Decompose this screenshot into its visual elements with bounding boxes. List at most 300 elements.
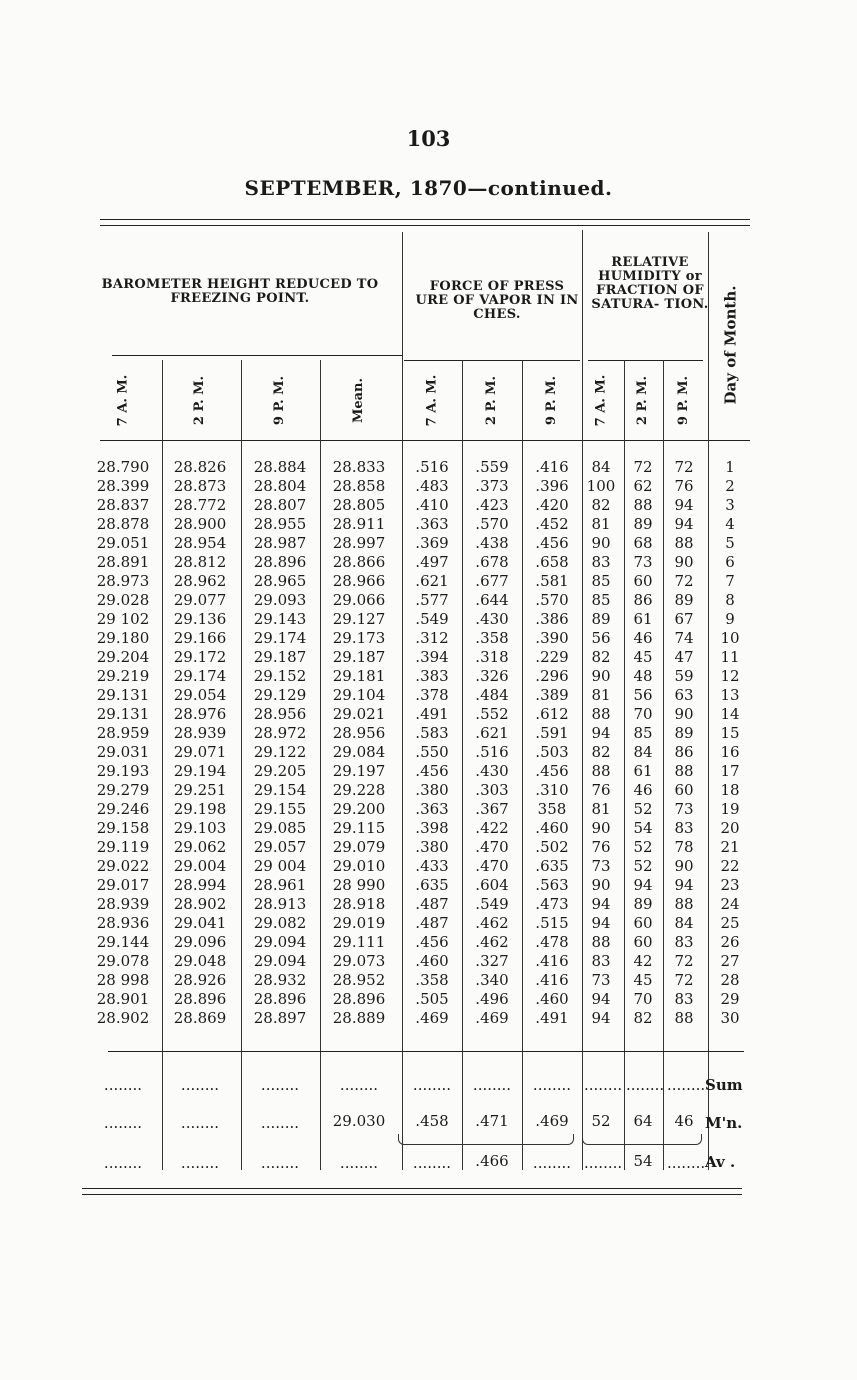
table-cell: 67 bbox=[674, 610, 694, 628]
table-cell: 28.972 bbox=[253, 724, 307, 742]
table-cell: 28.955 bbox=[253, 515, 307, 533]
table-cell: 61 bbox=[633, 610, 653, 628]
table-cell: 28.973 bbox=[96, 572, 150, 590]
table-cell: .430 bbox=[475, 610, 509, 628]
table-cell: 29.158 bbox=[96, 819, 150, 837]
table-cell: .416 bbox=[535, 952, 569, 970]
table-cell: 26 bbox=[720, 933, 740, 951]
table-cell: 86 bbox=[674, 743, 694, 761]
table-cell: 29.131 bbox=[96, 686, 150, 704]
table-cell: 70 bbox=[633, 705, 653, 723]
average-dots: ........ bbox=[667, 1154, 706, 1172]
table-cell: 74 bbox=[674, 629, 694, 647]
table-cell: 28.926 bbox=[173, 971, 227, 989]
column-header bbox=[580, 360, 622, 440]
table-cell: 28.790 bbox=[96, 458, 150, 476]
table-cell: 28.959 bbox=[96, 724, 150, 742]
table-cell: 85 bbox=[591, 572, 611, 590]
table-cell: 90 bbox=[674, 857, 694, 875]
day-of-month-header bbox=[708, 250, 752, 440]
table-cell: 29.073 bbox=[332, 952, 386, 970]
table-cell: 28.837 bbox=[96, 496, 150, 514]
table-cell: 29.004 bbox=[173, 857, 227, 875]
table-cell: 5 bbox=[725, 534, 735, 552]
table-cell: .380 bbox=[415, 838, 449, 856]
table-cell: 28.952 bbox=[332, 971, 386, 989]
column-header-label: 9 P. M. bbox=[272, 375, 288, 425]
column-header bbox=[84, 360, 162, 440]
table-cell: 84 bbox=[591, 458, 611, 476]
table-cell: 28.956 bbox=[253, 705, 307, 723]
average-dots: ........ bbox=[339, 1154, 379, 1172]
table-cell: 28.896 bbox=[253, 553, 307, 571]
table-cell: .430 bbox=[475, 762, 509, 780]
table-cell: .635 bbox=[535, 857, 569, 875]
table-cell: .478 bbox=[535, 933, 569, 951]
table-cell: 89 bbox=[591, 610, 611, 628]
table-cell: 29.051 bbox=[96, 534, 150, 552]
table-cell: 24 bbox=[720, 895, 740, 913]
table-cell: 86 bbox=[633, 591, 653, 609]
mean-value: 29.030 bbox=[332, 1112, 386, 1130]
column-header-label: 7 A. M. bbox=[593, 374, 609, 426]
table-cell: 28.994 bbox=[173, 876, 227, 894]
table-cell: .678 bbox=[475, 553, 509, 571]
table-cell: 29.129 bbox=[253, 686, 307, 704]
column-header bbox=[463, 360, 521, 440]
table-cell: .503 bbox=[535, 743, 569, 761]
table-cell: .483 bbox=[415, 477, 449, 495]
table-cell: 28.884 bbox=[253, 458, 307, 476]
table-cell: 90 bbox=[591, 667, 611, 685]
table-cell: 28.896 bbox=[332, 990, 386, 1008]
table-cell: .398 bbox=[415, 819, 449, 837]
table-cell: .312 bbox=[415, 629, 449, 647]
table-cell: 358 bbox=[537, 800, 567, 818]
table-cell: 94 bbox=[591, 895, 611, 913]
table-cell: 29.054 bbox=[173, 686, 227, 704]
table-cell: 78 bbox=[674, 838, 694, 856]
table-cell: 28.965 bbox=[253, 572, 307, 590]
table-cell: 29.093 bbox=[253, 591, 307, 609]
table-cell: 73 bbox=[591, 857, 611, 875]
table-cell: 29.187 bbox=[332, 648, 386, 666]
page-number: 103 bbox=[406, 126, 451, 151]
table-cell: 29.017 bbox=[96, 876, 150, 894]
table-cell: .559 bbox=[475, 458, 509, 476]
table-cell: .358 bbox=[415, 971, 449, 989]
column-header bbox=[320, 360, 398, 440]
top-rule bbox=[100, 225, 750, 226]
table-cell: .310 bbox=[535, 781, 569, 799]
table-cell: .487 bbox=[415, 895, 449, 913]
column-header-label: 2 P. M. bbox=[192, 375, 208, 425]
table-cell: 90 bbox=[591, 819, 611, 837]
table-cell: 46 bbox=[633, 629, 653, 647]
table-cell: 48 bbox=[633, 667, 653, 685]
table-cell: 89 bbox=[633, 895, 653, 913]
table-cell: .386 bbox=[535, 610, 569, 628]
table-cell: 60 bbox=[674, 781, 694, 799]
column-rule bbox=[320, 360, 321, 1170]
table-cell: 29.021 bbox=[332, 705, 386, 723]
table-cell: 28.807 bbox=[253, 496, 307, 514]
table-cell: 29.094 bbox=[253, 933, 307, 951]
table-cell: 28.833 bbox=[332, 458, 386, 476]
table-cell: 29.071 bbox=[173, 743, 227, 761]
table-cell: 29.104 bbox=[332, 686, 386, 704]
table-cell: 76 bbox=[591, 838, 611, 856]
top-rule bbox=[100, 219, 750, 220]
column-rule bbox=[708, 232, 709, 1170]
humidity-heading: RELATIVE HUMIDITY or FRACTION OF SATURA- TION. bbox=[591, 255, 709, 312]
table-cell: 68 bbox=[633, 534, 653, 552]
table-cell: 72 bbox=[674, 971, 694, 989]
table-cell: .612 bbox=[535, 705, 569, 723]
table-cell: 29.031 bbox=[96, 743, 150, 761]
table-cell: 28 998 bbox=[96, 971, 150, 989]
table-cell: 12 bbox=[720, 667, 740, 685]
table-cell: 29.174 bbox=[173, 667, 227, 685]
table-cell: 28.976 bbox=[173, 705, 227, 723]
table-cell: .491 bbox=[415, 705, 449, 723]
table-cell: .383 bbox=[415, 667, 449, 685]
table-cell: 9 bbox=[725, 610, 735, 628]
table-cell: 28.954 bbox=[173, 534, 227, 552]
table-cell: .378 bbox=[415, 686, 449, 704]
table-cell: 29.041 bbox=[173, 914, 227, 932]
table-cell: 82 bbox=[591, 648, 611, 666]
barometer-underline bbox=[112, 355, 402, 356]
table-cell: 17 bbox=[720, 762, 740, 780]
table-cell: 45 bbox=[633, 971, 653, 989]
table-cell: .340 bbox=[475, 971, 509, 989]
table-cell: 28.936 bbox=[96, 914, 150, 932]
table-cell: 28.805 bbox=[332, 496, 386, 514]
table-cell: 29 004 bbox=[253, 857, 307, 875]
table-cell: 29.127 bbox=[332, 610, 386, 628]
table-cell: 28.939 bbox=[96, 895, 150, 913]
table-cell: .396 bbox=[535, 477, 569, 495]
sum-dots: ........ bbox=[260, 1076, 300, 1094]
table-cell: 29.200 bbox=[332, 800, 386, 818]
column-rule bbox=[402, 232, 403, 1170]
table-cell: 52 bbox=[633, 838, 653, 856]
table-cell: 82 bbox=[633, 1009, 653, 1027]
table-cell: .422 bbox=[475, 819, 509, 837]
column-header bbox=[403, 360, 461, 440]
table-cell: 28.896 bbox=[173, 990, 227, 1008]
average-dots: ........ bbox=[103, 1154, 143, 1172]
mean-value: 64 bbox=[633, 1112, 653, 1130]
table-cell: .438 bbox=[475, 534, 509, 552]
sum-dots: ........ bbox=[472, 1076, 512, 1094]
summary-rule bbox=[108, 1051, 744, 1052]
page-title: SEPTEMBER, 1870—continued. bbox=[244, 176, 613, 200]
average-value: .466 bbox=[475, 1152, 509, 1170]
mean-value: .458 bbox=[415, 1112, 449, 1130]
table-cell: 94 bbox=[674, 496, 694, 514]
sum-dots: ........ bbox=[339, 1076, 379, 1094]
table-cell: 16 bbox=[720, 743, 740, 761]
table-cell: 29.010 bbox=[332, 857, 386, 875]
table-cell: 94 bbox=[591, 990, 611, 1008]
table-cell: 29.174 bbox=[253, 629, 307, 647]
table-cell: 29.019 bbox=[332, 914, 386, 932]
table-cell: 28.858 bbox=[332, 477, 386, 495]
column-header bbox=[523, 360, 581, 440]
table-cell: .318 bbox=[475, 648, 509, 666]
table-cell: 29.181 bbox=[332, 667, 386, 685]
table-cell: .470 bbox=[475, 838, 509, 856]
table-cell: 29.079 bbox=[332, 838, 386, 856]
barometer-heading: BAROMETER HEIGHT REDUCED TO FREEZING POINT. bbox=[101, 277, 379, 306]
table-cell: 6 bbox=[725, 553, 735, 571]
table-cell: 29.131 bbox=[96, 705, 150, 723]
table-cell: 42 bbox=[633, 952, 653, 970]
table-cell: 28.939 bbox=[173, 724, 227, 742]
table-cell: 27 bbox=[720, 952, 740, 970]
table-cell: 28.897 bbox=[253, 1009, 307, 1027]
table-cell: 29.144 bbox=[96, 933, 150, 951]
table-cell: .416 bbox=[535, 458, 569, 476]
table-cell: 89 bbox=[633, 515, 653, 533]
table-cell: .491 bbox=[535, 1009, 569, 1027]
table-cell: 29.096 bbox=[173, 933, 227, 951]
table-cell: 81 bbox=[591, 800, 611, 818]
table-cell: .460 bbox=[535, 990, 569, 1008]
table-cell: 29.066 bbox=[332, 591, 386, 609]
table-cell: 22 bbox=[720, 857, 740, 875]
table-cell: 29.246 bbox=[96, 800, 150, 818]
mean-value: .471 bbox=[475, 1112, 509, 1130]
table-cell: 88 bbox=[591, 705, 611, 723]
table-cell: 29.205 bbox=[253, 762, 307, 780]
average-dots: ........ bbox=[260, 1154, 300, 1172]
table-cell: .367 bbox=[475, 800, 509, 818]
table-cell: .591 bbox=[535, 724, 569, 742]
table-cell: 28.902 bbox=[173, 895, 227, 913]
table-cell: 88 bbox=[633, 496, 653, 514]
table-cell: .456 bbox=[415, 762, 449, 780]
table-cell: .410 bbox=[415, 496, 449, 514]
table-cell: 84 bbox=[674, 914, 694, 932]
table-cell: .456 bbox=[535, 762, 569, 780]
table-cell: 28.873 bbox=[173, 477, 227, 495]
table-cell: .621 bbox=[475, 724, 509, 742]
table-cell: 81 bbox=[591, 515, 611, 533]
column-rule bbox=[663, 360, 664, 1170]
table-cell: 29 102 bbox=[96, 610, 150, 628]
table-cell: 29.078 bbox=[96, 952, 150, 970]
sum-label: Sum bbox=[705, 1076, 743, 1094]
table-cell: 29.194 bbox=[173, 762, 227, 780]
table-cell: 29.111 bbox=[332, 933, 386, 951]
sum-dots: ........ bbox=[584, 1076, 623, 1094]
table-cell: 88 bbox=[674, 534, 694, 552]
table-cell: .550 bbox=[415, 743, 449, 761]
table-cell: 61 bbox=[633, 762, 653, 780]
table-cell: 29.198 bbox=[173, 800, 227, 818]
table-cell: .229 bbox=[535, 648, 569, 666]
table-cell: 15 bbox=[720, 724, 740, 742]
table-cell: 47 bbox=[674, 648, 694, 666]
table-cell: .484 bbox=[475, 686, 509, 704]
table-cell: 90 bbox=[591, 876, 611, 894]
table-cell: 28.869 bbox=[173, 1009, 227, 1027]
table-cell: 1 bbox=[725, 458, 735, 476]
table-cell: 11 bbox=[720, 648, 740, 666]
table-cell: .621 bbox=[415, 572, 449, 590]
table-cell: .327 bbox=[475, 952, 509, 970]
mean-dots: ........ bbox=[180, 1114, 220, 1132]
sum-dots: ........ bbox=[180, 1076, 220, 1094]
table-cell: .497 bbox=[415, 553, 449, 571]
sum-dots: ........ bbox=[626, 1076, 665, 1094]
table-cell: .452 bbox=[535, 515, 569, 533]
table-cell: 28.911 bbox=[332, 515, 386, 533]
table-cell: .581 bbox=[535, 572, 569, 590]
table-cell: 29 bbox=[720, 990, 740, 1008]
table-cell: 29.193 bbox=[96, 762, 150, 780]
bottom-rule bbox=[82, 1188, 742, 1189]
column-header-label: Mean. bbox=[351, 377, 367, 423]
table-cell: 94 bbox=[674, 515, 694, 533]
table-cell: 29.204 bbox=[96, 648, 150, 666]
table-cell: 82 bbox=[591, 496, 611, 514]
column-rule bbox=[582, 230, 583, 1170]
table-cell: 88 bbox=[591, 933, 611, 951]
mean-dots: ........ bbox=[103, 1114, 143, 1132]
table-cell: 14 bbox=[720, 705, 740, 723]
table-cell: 52 bbox=[633, 800, 653, 818]
table-cell: 88 bbox=[674, 895, 694, 913]
table-cell: 89 bbox=[674, 591, 694, 609]
table-cell: .460 bbox=[535, 819, 569, 837]
table-cell: 2 bbox=[725, 477, 735, 495]
table-cell: 85 bbox=[633, 724, 653, 742]
table-cell: 84 bbox=[633, 743, 653, 761]
table-cell: .423 bbox=[475, 496, 509, 514]
table-cell: 28.878 bbox=[96, 515, 150, 533]
column-rule bbox=[624, 360, 625, 1170]
table-cell: .583 bbox=[415, 724, 449, 742]
table-cell: 28.900 bbox=[173, 515, 227, 533]
table-cell: .326 bbox=[475, 667, 509, 685]
table-cell: .644 bbox=[475, 591, 509, 609]
table-cell: 29.084 bbox=[332, 743, 386, 761]
table-cell: 29.155 bbox=[253, 800, 307, 818]
table-cell: 52 bbox=[633, 857, 653, 875]
mean-value: 52 bbox=[591, 1112, 611, 1130]
table-cell: 72 bbox=[674, 458, 694, 476]
column-header-label: 9 P. M. bbox=[676, 375, 692, 425]
column-header-label: 2 P. M. bbox=[635, 375, 651, 425]
mean-value: 46 bbox=[674, 1112, 694, 1130]
table-cell: .363 bbox=[415, 515, 449, 533]
table-cell: 28.902 bbox=[96, 1009, 150, 1027]
column-rule bbox=[462, 360, 463, 1170]
table-cell: 54 bbox=[633, 819, 653, 837]
table-cell: .462 bbox=[475, 933, 509, 951]
table-cell: 60 bbox=[633, 572, 653, 590]
average-value: 54 bbox=[633, 1152, 653, 1170]
column-header bbox=[622, 360, 664, 440]
table-cell: 28.826 bbox=[173, 458, 227, 476]
table-cell: 4 bbox=[725, 515, 735, 533]
table-cell: 28.932 bbox=[253, 971, 307, 989]
table-cell: 28.804 bbox=[253, 477, 307, 495]
table-cell: .570 bbox=[475, 515, 509, 533]
table-cell: .677 bbox=[475, 572, 509, 590]
table-cell: 60 bbox=[633, 933, 653, 951]
column-header-label: 7 A. M. bbox=[115, 374, 131, 426]
table-cell: .516 bbox=[475, 743, 509, 761]
table-cell: 29.154 bbox=[253, 781, 307, 799]
header-bottom-rule bbox=[100, 440, 750, 441]
table-cell: 72 bbox=[674, 952, 694, 970]
table-cell: 28.987 bbox=[253, 534, 307, 552]
table-cell: 94 bbox=[591, 914, 611, 932]
table-cell: .635 bbox=[415, 876, 449, 894]
average-dots: ........ bbox=[532, 1154, 572, 1172]
table-cell: .303 bbox=[475, 781, 509, 799]
table-cell: 28.966 bbox=[332, 572, 386, 590]
column-header-label: 9 P. M. bbox=[544, 375, 560, 425]
table-cell: 94 bbox=[591, 724, 611, 742]
table-cell: 28.956 bbox=[332, 724, 386, 742]
table-cell: 28.399 bbox=[96, 477, 150, 495]
table-cell: .358 bbox=[475, 629, 509, 647]
table-cell: 76 bbox=[591, 781, 611, 799]
table-cell: 29.143 bbox=[253, 610, 307, 628]
table-cell: 30 bbox=[720, 1009, 740, 1027]
table-cell: .380 bbox=[415, 781, 449, 799]
column-header-label: 7 A. M. bbox=[424, 374, 440, 426]
table-cell: .390 bbox=[535, 629, 569, 647]
table-cell: 60 bbox=[633, 914, 653, 932]
table-cell: 56 bbox=[591, 629, 611, 647]
table-cell: 73 bbox=[674, 800, 694, 818]
table-cell: 29.172 bbox=[173, 648, 227, 666]
table-cell: 29.180 bbox=[96, 629, 150, 647]
table-cell: 29.219 bbox=[96, 667, 150, 685]
vapor-heading: FORCE OF PRESS URE OF VAPOR IN IN CHES. bbox=[415, 279, 579, 322]
table-cell: 19 bbox=[720, 800, 740, 818]
table-cell: 29.085 bbox=[253, 819, 307, 837]
table-cell: 90 bbox=[674, 553, 694, 571]
table-cell: 29.197 bbox=[332, 762, 386, 780]
table-cell: 3 bbox=[725, 496, 735, 514]
table-cell: 28.962 bbox=[173, 572, 227, 590]
table-cell: 83 bbox=[591, 952, 611, 970]
table-cell: .658 bbox=[535, 553, 569, 571]
column-header-label: 2 P. M. bbox=[484, 375, 500, 425]
table-cell: 29.136 bbox=[173, 610, 227, 628]
table-cell: 85 bbox=[591, 591, 611, 609]
table-cell: 83 bbox=[591, 553, 611, 571]
table-cell: 100 bbox=[586, 477, 616, 495]
table-cell: 81 bbox=[591, 686, 611, 704]
day-of-month-label: Day of Month. bbox=[721, 285, 740, 405]
column-header bbox=[663, 360, 705, 440]
table-cell: .389 bbox=[535, 686, 569, 704]
table-cell: 28.913 bbox=[253, 895, 307, 913]
table-cell: 29.279 bbox=[96, 781, 150, 799]
table-cell: 7 bbox=[725, 572, 735, 590]
table-cell: 82 bbox=[591, 743, 611, 761]
table-cell: 88 bbox=[591, 762, 611, 780]
